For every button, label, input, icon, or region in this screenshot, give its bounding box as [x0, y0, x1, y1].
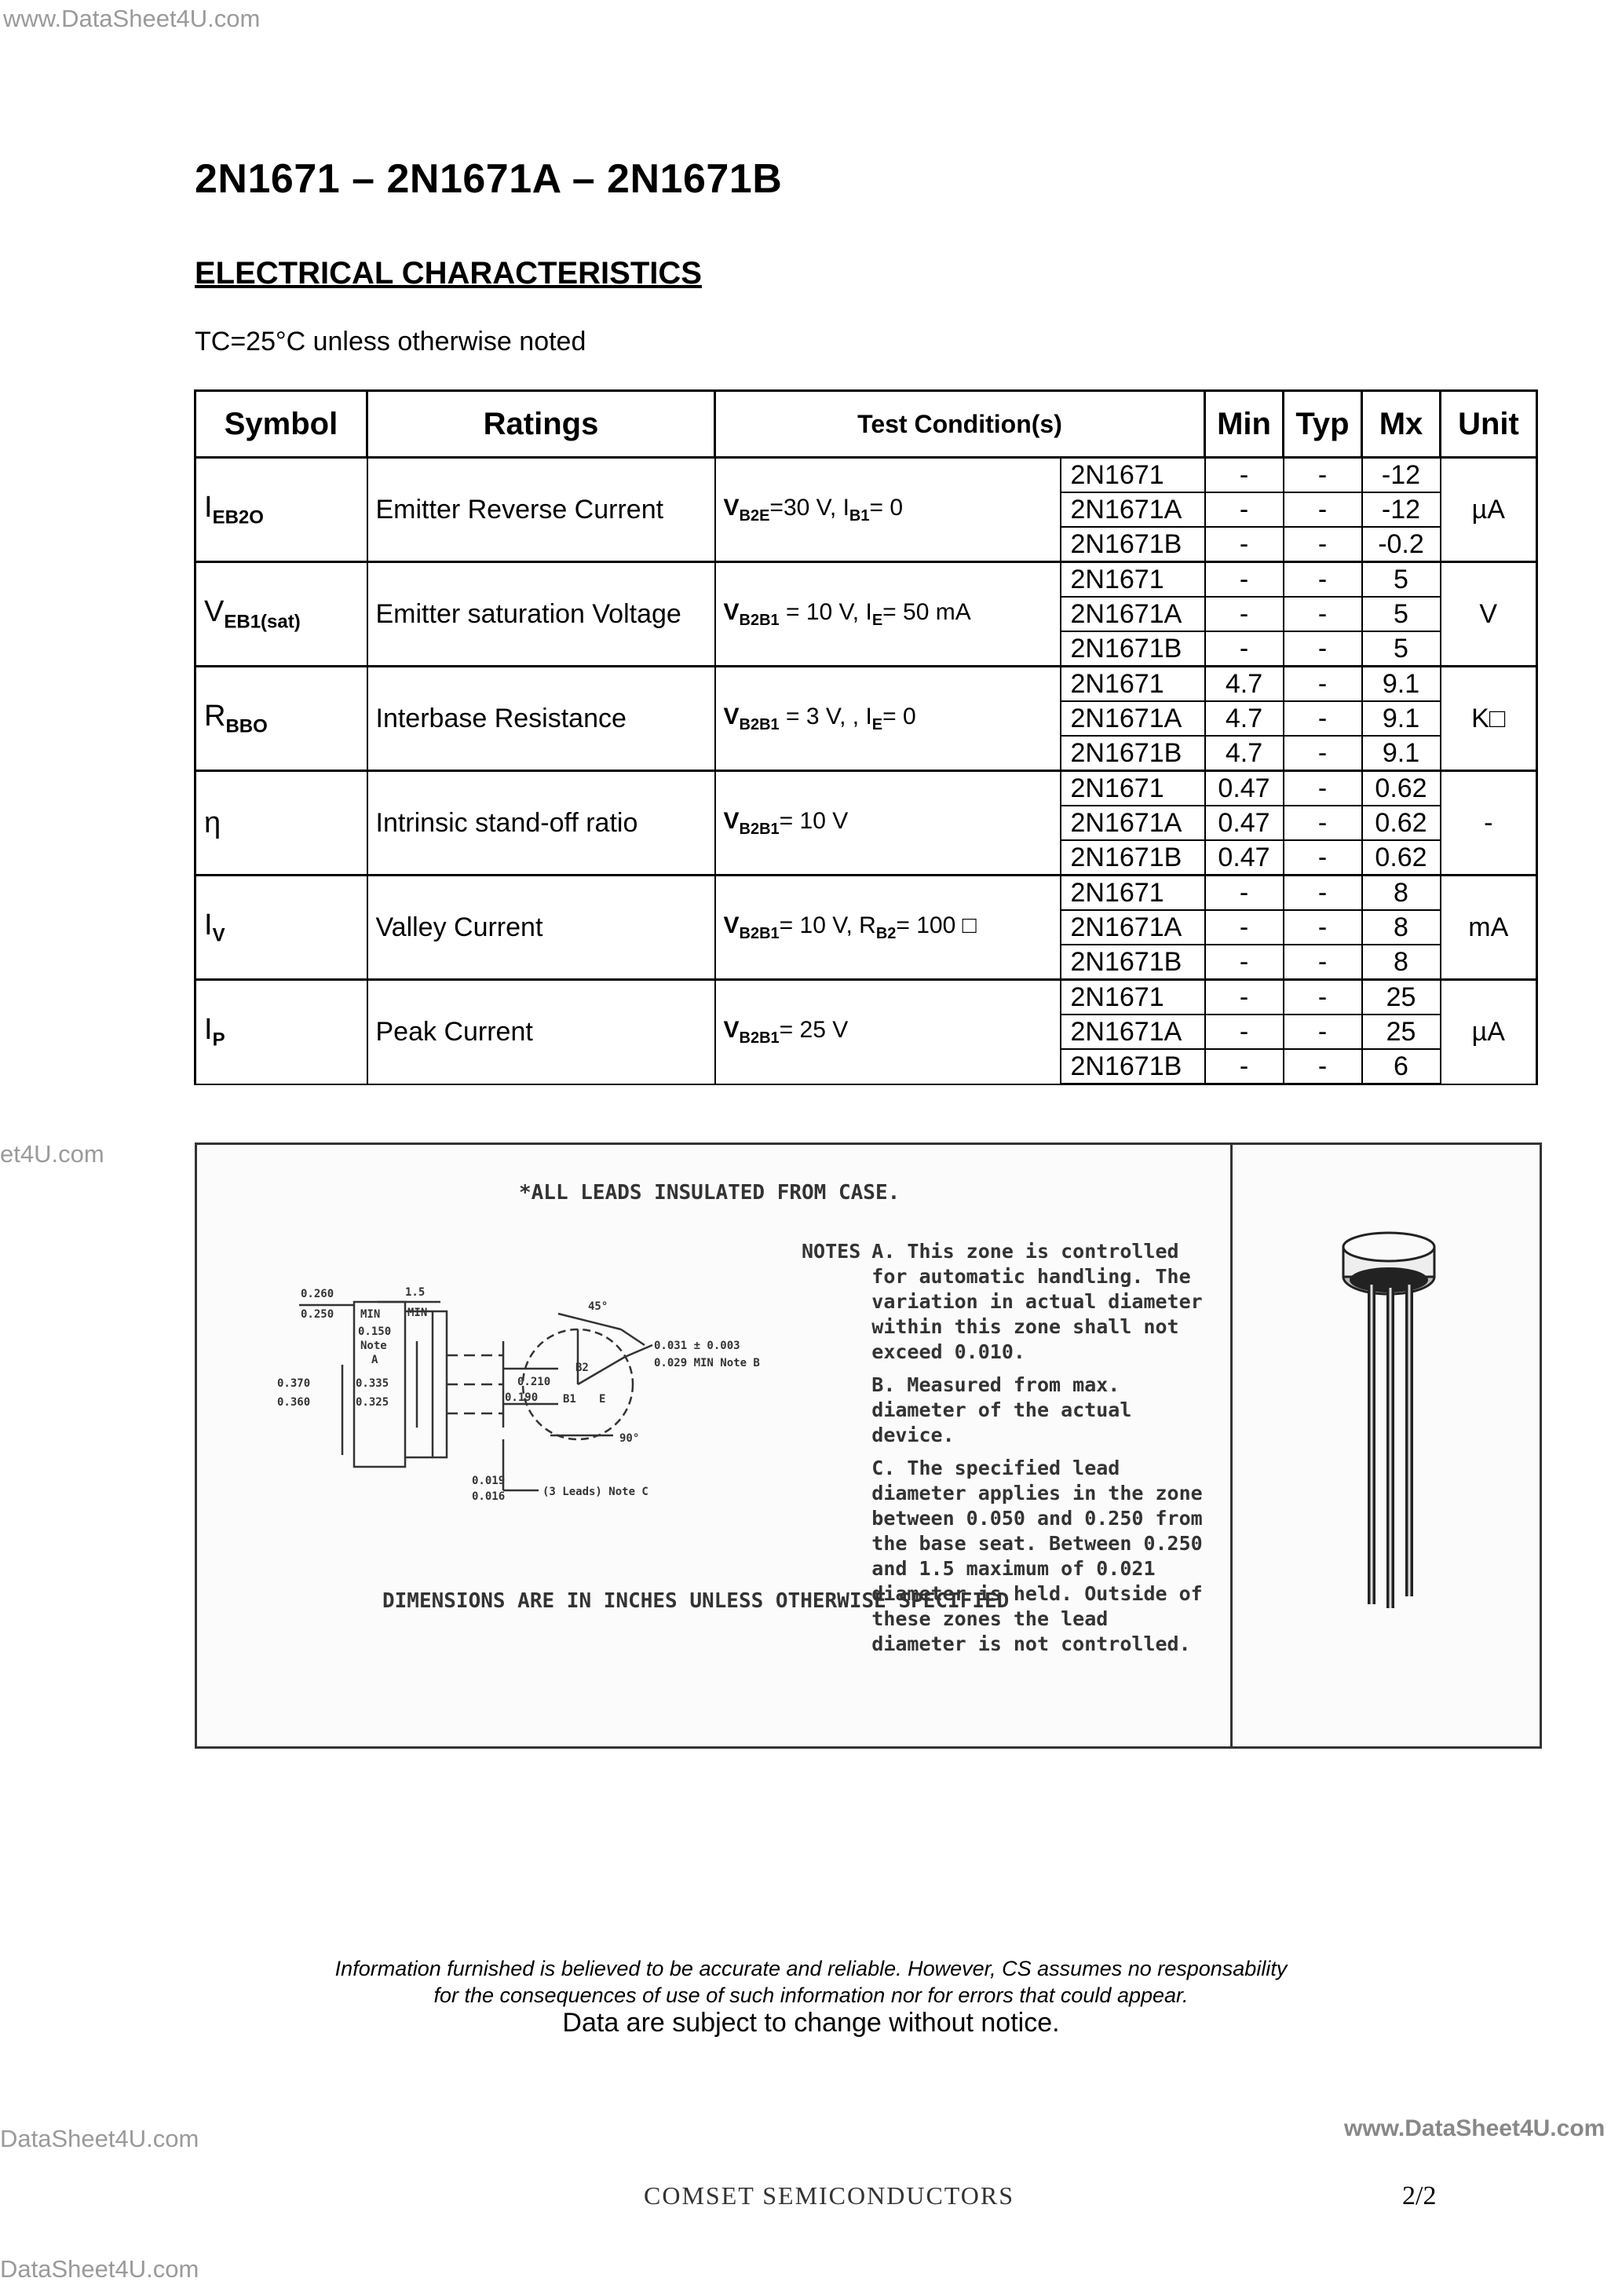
device-cell: 2N1671A — [1061, 910, 1205, 945]
dim-label: 0.150 — [358, 1325, 392, 1338]
condition-part: B2B1 — [739, 820, 780, 838]
min-cell: 4.7 — [1205, 701, 1284, 736]
device-cell: 2N1671A — [1061, 806, 1205, 840]
unit-cell: K□ — [1441, 667, 1537, 771]
device-cell: 2N1671B — [1061, 945, 1205, 980]
typ-cell: - — [1284, 492, 1362, 527]
dims-note: DIMENSIONS ARE IN INCHES UNLESS OTHERWISE SPECIFIED — [382, 1589, 1010, 1613]
table-row — [195, 667, 1537, 702]
dim-label: 0.370 — [277, 1377, 311, 1390]
note-c: C. The specified lead diameter applies in the zone between 0.050 and 0.250 from the base seat. Between 0.250 and 1.5 maximum of 0.021 diameter is held. Outside of these zones the lead diameter is not controlled. — [871, 1457, 1203, 1655]
max-cell: 5 — [1362, 562, 1441, 598]
max-cell: 0.62 — [1362, 771, 1441, 806]
condition-cell — [715, 667, 1061, 771]
disclaimer-line-3: Data are subject to change without notice. — [562, 2008, 1060, 2038]
condition-cell — [715, 876, 1061, 980]
typ-cell: - — [1284, 631, 1362, 667]
condition-part: B2B1 — [739, 611, 780, 629]
max-cell: 6 — [1362, 1049, 1441, 1084]
symbol-sub: V — [212, 924, 225, 946]
max-cell: 8 — [1362, 876, 1441, 911]
max-cell: 8 — [1362, 910, 1441, 945]
min-cell: - — [1205, 1049, 1284, 1084]
note-b: B. Measured from max. diameter of the actual device. — [871, 1373, 1132, 1446]
min-cell: 4.7 — [1205, 667, 1284, 702]
dim-label: 0.031 ± 0.003 — [654, 1340, 740, 1352]
watermark-top-left: www.DataSheet4U.com — [3, 5, 261, 32]
table-row — [195, 458, 1537, 493]
watermark-bottom-left: DataSheet4U.com — [0, 2255, 199, 2283]
device-cell: 2N1671B — [1061, 736, 1205, 771]
typ-cell: - — [1284, 458, 1362, 493]
device-cell: 2N1671B — [1061, 527, 1205, 562]
watermark-left-mid: et4U.com — [0, 1140, 104, 1168]
condition-cell — [715, 771, 1061, 876]
min-cell: - — [1205, 597, 1284, 631]
transistor-illustration — [1320, 1216, 1477, 1687]
max-cell: 0.62 — [1362, 840, 1441, 876]
typ-cell: - — [1284, 562, 1362, 598]
dim-label: 0.360 — [277, 1396, 311, 1409]
dim-label: 0.190 — [505, 1391, 539, 1404]
rating-cell: Emitter Reverse Current — [367, 458, 715, 562]
typ-cell: - — [1284, 771, 1362, 806]
table-row — [195, 562, 1537, 598]
condition-part: = 10 V, R — [779, 912, 876, 938]
condition-part: = 25 V — [779, 1016, 849, 1043]
max-cell: 9.1 — [1362, 701, 1441, 736]
unit-cell: mA — [1441, 876, 1537, 980]
electrical-heading: ELECTRICAL CHARACTERISTICS — [195, 256, 702, 291]
dim-label: 1.5 — [405, 1286, 426, 1299]
min-cell: 0.47 — [1205, 840, 1284, 876]
condition-part: V — [723, 912, 740, 938]
device-cell: 2N1671 — [1061, 667, 1205, 702]
typ-cell: - — [1284, 806, 1362, 840]
device-cell: 2N1671B — [1061, 1049, 1205, 1084]
min-cell: - — [1205, 876, 1284, 911]
dim-label: MIN — [407, 1307, 428, 1319]
min-cell: - — [1205, 1015, 1284, 1049]
outline-drawing — [268, 1270, 817, 1553]
typ-cell: - — [1284, 736, 1362, 771]
device-cell: 2N1671 — [1061, 562, 1205, 598]
unit-cell: µA — [1441, 980, 1537, 1084]
dim-label: 0.250 — [301, 1308, 334, 1321]
condition-cell — [715, 458, 1061, 562]
mechanical-drawing — [195, 1143, 1542, 1749]
unit-cell: µA — [1441, 458, 1537, 562]
max-cell: -12 — [1362, 458, 1441, 493]
symbol-main: I — [204, 1012, 213, 1046]
header-unit: Unit — [1441, 391, 1537, 458]
device-cell: 2N1671B — [1061, 631, 1205, 667]
device-cell: 2N1671A — [1061, 492, 1205, 527]
min-cell: - — [1205, 562, 1284, 598]
max-cell: -12 — [1362, 492, 1441, 527]
typ-cell: - — [1284, 667, 1362, 702]
min-cell: - — [1205, 910, 1284, 945]
typ-cell: - — [1284, 527, 1362, 562]
symbol-cell — [195, 876, 367, 980]
condition-part: V — [723, 494, 740, 521]
dim-label: 0.325 — [356, 1396, 389, 1409]
dimension-labels — [277, 1286, 760, 1503]
symbol-cell — [195, 980, 367, 1084]
max-cell: 25 — [1362, 980, 1441, 1015]
condition-part: V — [723, 703, 740, 729]
condition-cell — [715, 562, 1061, 667]
typ-cell: - — [1284, 876, 1362, 911]
symbol-cell — [195, 771, 367, 876]
dim-label: 0.210 — [517, 1376, 551, 1388]
symbol-main: R — [204, 699, 226, 733]
condition-part: V — [723, 598, 740, 625]
symbol-cell — [195, 562, 367, 667]
min-cell: 0.47 — [1205, 806, 1284, 840]
header-typ: Typ — [1284, 391, 1362, 458]
typ-cell: - — [1284, 1015, 1362, 1049]
typ-cell: - — [1284, 597, 1362, 631]
dim-label: E — [599, 1393, 606, 1406]
typ-cell: - — [1284, 840, 1362, 876]
unit-cell: V — [1441, 562, 1537, 667]
dim-label: 0.260 — [301, 1288, 334, 1300]
header-test: Test Condition(s) — [715, 391, 1205, 458]
header-symbol: Symbol — [195, 391, 367, 458]
symbol-sub: P — [212, 1029, 225, 1051]
unit-cell: - — [1441, 771, 1537, 876]
device-cell: 2N1671A — [1061, 701, 1205, 736]
min-cell: - — [1205, 945, 1284, 980]
condition-part: = 0 — [869, 494, 904, 521]
dim-label: 0.335 — [356, 1377, 389, 1390]
header-max: Mx — [1362, 391, 1441, 458]
rating-cell: Interbase Resistance — [367, 667, 715, 771]
device-cell: 2N1671 — [1061, 458, 1205, 493]
header-ratings: Ratings — [367, 391, 715, 458]
condition-part: =30 V, I — [769, 494, 849, 521]
dim-label: MIN — [360, 1308, 381, 1321]
min-cell: - — [1205, 492, 1284, 527]
dim-label: 0.016 — [472, 1490, 506, 1503]
device-cell: 2N1671 — [1061, 771, 1205, 806]
condition-part: B2B1 — [739, 1029, 780, 1047]
min-cell: - — [1205, 458, 1284, 493]
disclaimer-line-2: for the consequences of use of such information nor for errors that could appear. — [433, 1983, 1189, 2007]
condition-part: = 50 mA — [882, 598, 971, 625]
symbol-sub: EB2O — [212, 506, 264, 528]
condition-part: = 0 — [882, 703, 916, 729]
watermark-left-bottom: DataSheet4U.com — [0, 2125, 199, 2152]
rating-cell: Valley Current — [367, 876, 715, 980]
max-cell: 5 — [1362, 631, 1441, 667]
note-a: A. This zone is controlled for automatic handling. The variation in actual diameter within this zone shall not exceed 0.010. — [871, 1240, 1203, 1363]
min-cell: 0.47 — [1205, 771, 1284, 806]
dim-label: A — [371, 1354, 378, 1366]
max-cell: 9.1 — [1362, 667, 1441, 702]
max-cell: 9.1 — [1362, 736, 1441, 771]
max-cell: 8 — [1362, 945, 1441, 980]
device-cell: 2N1671 — [1061, 980, 1205, 1015]
min-cell: 4.7 — [1205, 736, 1284, 771]
disclaimer-line-1: Information furnished is believed to be accurate and reliable. However, CS assumes no responsability — [334, 1957, 1288, 1980]
rating-cell: Peak Current — [367, 980, 715, 1084]
max-cell: 5 — [1362, 597, 1441, 631]
device-cell: 2N1671A — [1061, 1015, 1205, 1049]
dim-label: 0.029 MIN Note B — [654, 1357, 760, 1369]
device-cell: 2N1671B — [1061, 840, 1205, 876]
symbol-main: I — [204, 908, 213, 941]
device-cell: 2N1671A — [1061, 597, 1205, 631]
condition-part: B2B1 — [739, 715, 780, 733]
symbol-cell — [195, 667, 367, 771]
device-cell: 2N1671 — [1061, 876, 1205, 911]
condition-part: V — [723, 807, 740, 834]
dim-label: Note — [360, 1340, 387, 1352]
page-title: 2N1671 – 2N1671A – 2N1671B — [195, 156, 783, 202]
typ-cell: - — [1284, 701, 1362, 736]
dim-label: 90° — [619, 1432, 640, 1445]
condition-part: B2 — [875, 924, 897, 942]
electrical-note: TC=25°C unless otherwise noted — [195, 327, 586, 356]
page-number: 2/2 — [1402, 2181, 1437, 2210]
table-row — [195, 771, 1537, 806]
min-cell: - — [1205, 980, 1284, 1015]
condition-part: B2B1 — [739, 924, 780, 942]
table-row — [195, 980, 1537, 1015]
dim-label: 0.019 — [472, 1475, 506, 1487]
company-name: COMSET SEMICONDUCTORS — [644, 2181, 1015, 2210]
typ-cell: - — [1284, 1049, 1362, 1084]
table-header-row — [195, 391, 1537, 458]
can-flange — [433, 1311, 447, 1457]
condition-part: = 3 V, , I — [779, 703, 872, 729]
max-cell: 0.62 — [1362, 806, 1441, 840]
symbol-sub: BBO — [225, 715, 268, 737]
dim-label: B1 — [563, 1393, 576, 1406]
condition-cell — [715, 980, 1061, 1084]
condition-part: = 10 V, I — [779, 598, 872, 625]
dim-label: B2 — [575, 1362, 589, 1374]
condition-part: = 10 V — [779, 807, 849, 834]
notes-label: NOTES — [802, 1240, 861, 1263]
condition-part: V — [723, 1016, 740, 1043]
condition-part: E — [871, 611, 883, 629]
max-cell: 25 — [1362, 1015, 1441, 1049]
typ-cell: - — [1284, 945, 1362, 980]
table-body — [195, 458, 1537, 1084]
condition-part: E — [871, 715, 883, 733]
symbol-main: η — [204, 806, 221, 839]
header-min: Min — [1205, 391, 1284, 458]
symbol-main: V — [204, 594, 225, 628]
condition-part: B1 — [849, 506, 870, 525]
watermark-right-bottom: www.DataSheet4U.com — [1344, 2115, 1606, 2141]
dim-label: 45° — [588, 1300, 608, 1313]
leads-note: *ALL LEADS INSULATED FROM CASE. — [519, 1181, 901, 1205]
symbol-main: I — [204, 490, 213, 524]
condition-part: B2E — [739, 506, 770, 525]
symbol-sub: EB1(sat) — [224, 611, 301, 633]
condition-part: = 100 □ — [896, 912, 977, 938]
rating-cell: Emitter saturation Voltage — [367, 562, 715, 667]
rating-cell: Intrinsic stand-off ratio — [367, 771, 715, 876]
dim-label: (3 Leads) Note C — [542, 1486, 648, 1498]
min-cell: - — [1205, 631, 1284, 667]
typ-cell: - — [1284, 910, 1362, 945]
typ-cell: - — [1284, 980, 1362, 1015]
electrical-table — [194, 389, 1538, 1085]
symbol-cell — [195, 458, 367, 562]
min-cell: - — [1205, 527, 1284, 562]
max-cell: -0.2 — [1362, 527, 1441, 562]
table-row — [195, 876, 1537, 911]
